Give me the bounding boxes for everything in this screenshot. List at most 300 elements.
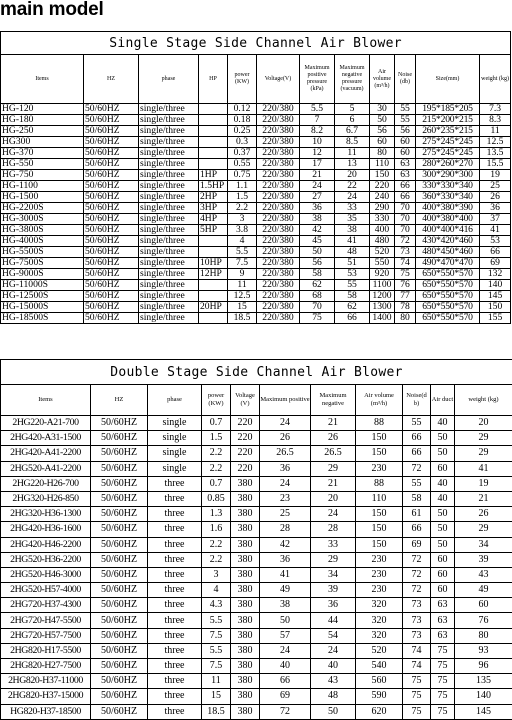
table-cell: 20 bbox=[335, 170, 370, 181]
table-cell: 13.5 bbox=[480, 148, 511, 159]
table-cell: 50/60HZ bbox=[91, 522, 148, 537]
table-cell: 50/60HZ bbox=[91, 674, 148, 689]
table-cell: 55 bbox=[395, 115, 416, 126]
table-cell: 1200 bbox=[370, 291, 395, 302]
table-cell: 560 bbox=[356, 674, 403, 689]
table-cell: 0.7 bbox=[202, 416, 231, 431]
table-cell: 2HG720-H37-4300 bbox=[1, 598, 91, 613]
table-cell: 36 bbox=[311, 598, 356, 613]
table-cell: 220/380 bbox=[257, 280, 300, 291]
table-cell: 56 bbox=[370, 126, 395, 137]
table-cell: 74 bbox=[395, 258, 416, 269]
table-cell: 76 bbox=[395, 280, 416, 291]
table-cell: HG-3000S bbox=[1, 214, 84, 225]
table-cell: 2HG520-H36-2200 bbox=[1, 552, 91, 567]
table-cell: 88 bbox=[356, 416, 403, 431]
table-cell: 96 bbox=[455, 659, 512, 674]
table-cell bbox=[199, 115, 228, 126]
table-row bbox=[1, 225, 511, 236]
table-cell: 50/60HZ bbox=[91, 643, 148, 658]
table-cell: 75 bbox=[431, 689, 455, 704]
table-cell: 7.5 bbox=[228, 258, 257, 269]
table-cell: 29 bbox=[311, 552, 356, 567]
table-cell: 2.2 bbox=[202, 446, 231, 461]
table-cell: 48 bbox=[335, 247, 370, 258]
table-cell: 36 bbox=[260, 552, 311, 567]
table-cell: 220/380 bbox=[257, 192, 300, 203]
table-row bbox=[1, 159, 511, 170]
table-row bbox=[1, 659, 512, 674]
table-cell: 50/60HZ bbox=[84, 258, 139, 269]
table-cell: single/three bbox=[139, 247, 199, 258]
table-cell: single/three bbox=[139, 269, 199, 280]
table-cell: single bbox=[148, 431, 202, 446]
table-row bbox=[1, 203, 511, 214]
table-cell: 50/60HZ bbox=[84, 247, 139, 258]
table-cell: 380 bbox=[231, 507, 260, 522]
table-cell: 36 bbox=[300, 203, 335, 214]
table-cell: 39 bbox=[311, 583, 356, 598]
table-cell: 50/60HZ bbox=[91, 507, 148, 522]
table-cell: 72 bbox=[395, 236, 416, 247]
table-cell: 5.5 bbox=[202, 613, 231, 628]
table-cell: 55 bbox=[403, 416, 431, 431]
table-cell: 21 bbox=[300, 170, 335, 181]
table-cell: 2HP bbox=[199, 192, 228, 203]
table-cell: 50/60HZ bbox=[91, 476, 148, 491]
table-cell: 5.5 bbox=[300, 104, 335, 115]
table-cell: 50/60HZ bbox=[84, 159, 139, 170]
table-row bbox=[1, 689, 512, 704]
table-cell: 2HG320-H26-850 bbox=[1, 491, 91, 506]
table-cell: 590 bbox=[356, 689, 403, 704]
table-cell: 0.7 bbox=[202, 476, 231, 491]
table-cell: 145 bbox=[455, 704, 512, 719]
table-cell: 15.5 bbox=[480, 159, 511, 170]
table-cell: 72 bbox=[403, 552, 431, 567]
column-header: HZ bbox=[91, 385, 148, 416]
table-cell: 60 bbox=[431, 461, 455, 476]
table-cell: 37 bbox=[480, 214, 511, 225]
table-cell: 41 bbox=[455, 461, 512, 476]
table-cell: 650*550*570 bbox=[416, 302, 480, 313]
table-cell: 38 bbox=[335, 225, 370, 236]
table-cell: single/three bbox=[139, 302, 199, 313]
table-cell: 33 bbox=[335, 203, 370, 214]
table-cell: 63 bbox=[431, 628, 455, 643]
table-cell: HG-4000S bbox=[1, 236, 84, 247]
table-cell: 29 bbox=[455, 522, 512, 537]
table-cell: three bbox=[148, 507, 202, 522]
table-cell: 380 bbox=[231, 476, 260, 491]
table-cell: 50/60HZ bbox=[91, 689, 148, 704]
table-cell: three bbox=[148, 613, 202, 628]
table-cell: three bbox=[148, 659, 202, 674]
column-header: Air duct bbox=[431, 385, 455, 416]
table-cell: 60 bbox=[395, 137, 416, 148]
table-cell: 66 bbox=[403, 446, 431, 461]
table-cell: HG-3800S bbox=[1, 225, 84, 236]
table-cell: single/three bbox=[139, 313, 199, 324]
table-cell: 50 bbox=[431, 507, 455, 522]
single-stage-table bbox=[0, 31, 511, 324]
table-cell: HG-1500 bbox=[1, 192, 84, 203]
table-cell: 70 bbox=[395, 214, 416, 225]
table-cell: single/three bbox=[139, 214, 199, 225]
table-cell: HG-1100 bbox=[1, 181, 84, 192]
table-cell: 50/60HZ bbox=[84, 291, 139, 302]
table-cell: 275*245*245 bbox=[416, 137, 480, 148]
table-cell: 650*550*570 bbox=[416, 291, 480, 302]
table-cell: 50/60HZ bbox=[84, 104, 139, 115]
table-row bbox=[1, 598, 512, 613]
table-row bbox=[1, 674, 512, 689]
table-cell: 24 bbox=[260, 416, 311, 431]
table-cell: 33 bbox=[311, 537, 356, 552]
table-cell: 150 bbox=[356, 537, 403, 552]
table-cell: 28 bbox=[311, 522, 356, 537]
table-cell: 490*470*470 bbox=[416, 258, 480, 269]
table-cell: 7 bbox=[300, 115, 335, 126]
table-cell: 8.2 bbox=[300, 126, 335, 137]
table-cell: 380 bbox=[231, 659, 260, 674]
table-cell: 260*235*215 bbox=[416, 126, 480, 137]
table-cell: 19 bbox=[480, 170, 511, 181]
table-cell: 5 bbox=[335, 104, 370, 115]
table-cell: 4.3 bbox=[202, 598, 231, 613]
table-row bbox=[1, 236, 511, 247]
table-row bbox=[1, 148, 511, 159]
table-cell: 55 bbox=[395, 104, 416, 115]
table-cell: 66 bbox=[403, 431, 431, 446]
column-header: Items bbox=[1, 55, 84, 104]
table-cell: 220 bbox=[231, 461, 260, 476]
table-cell: single/three bbox=[139, 291, 199, 302]
double-stage-table bbox=[0, 359, 512, 720]
table-cell: 75 bbox=[431, 704, 455, 719]
table-cell: HG820-H37-18500 bbox=[1, 704, 91, 719]
table-cell: single/three bbox=[139, 159, 199, 170]
column-header: Maximum positive pressure (kPa) bbox=[300, 55, 335, 104]
table-cell: 30 bbox=[370, 104, 395, 115]
table-cell: 380 bbox=[231, 552, 260, 567]
table-cell: 42 bbox=[300, 225, 335, 236]
table-cell: 93 bbox=[455, 643, 512, 658]
table-cell: 29 bbox=[455, 431, 512, 446]
table-cell: 50 bbox=[431, 431, 455, 446]
table-cell: 69 bbox=[480, 258, 511, 269]
table-cell: 11 bbox=[228, 280, 257, 291]
table-cell: 80 bbox=[395, 313, 416, 324]
table-cell: 61 bbox=[403, 507, 431, 522]
table-cell bbox=[199, 313, 228, 324]
table-cell: 4HP bbox=[199, 214, 228, 225]
table-cell: 25 bbox=[480, 181, 511, 192]
table-cell: 26.5 bbox=[260, 446, 311, 461]
table-cell: 50/60HZ bbox=[84, 126, 139, 137]
table-cell: HG-7500S bbox=[1, 258, 84, 269]
table-cell: 66 bbox=[480, 247, 511, 258]
table-cell: 70 bbox=[395, 203, 416, 214]
table-cell: 26 bbox=[455, 507, 512, 522]
table-cell: three bbox=[148, 704, 202, 719]
table-cell: 49 bbox=[455, 583, 512, 598]
table-cell: 380 bbox=[231, 537, 260, 552]
table-cell bbox=[199, 280, 228, 291]
table-row bbox=[1, 115, 511, 126]
table-cell: 50/60HZ bbox=[91, 598, 148, 613]
table-cell: 60 bbox=[395, 148, 416, 159]
table-cell: 220/380 bbox=[257, 126, 300, 137]
column-header: Size(mm) bbox=[416, 55, 480, 104]
table-cell: 57 bbox=[260, 628, 311, 643]
table-cell: 70 bbox=[395, 225, 416, 236]
column-header: Maximum negative pressure (vacuum) bbox=[335, 55, 370, 104]
table-cell: 44 bbox=[311, 613, 356, 628]
table-cell: single/three bbox=[139, 192, 199, 203]
column-header: power (KW) bbox=[228, 55, 257, 104]
table-cell: 3.8 bbox=[228, 225, 257, 236]
table-row bbox=[1, 567, 512, 582]
table-cell: 68 bbox=[300, 291, 335, 302]
table-cell: single/three bbox=[139, 203, 199, 214]
table-cell: 75 bbox=[403, 674, 431, 689]
table-cell: 4 bbox=[202, 583, 231, 598]
table-cell: 2HG520-H46-3000 bbox=[1, 567, 91, 582]
table-cell: 35 bbox=[335, 214, 370, 225]
table-cell: 132 bbox=[480, 269, 511, 280]
table-cell: 2HG220-A21-700 bbox=[1, 416, 91, 431]
table-row bbox=[1, 126, 511, 137]
table-cell: three bbox=[148, 598, 202, 613]
table-cell: 330 bbox=[370, 214, 395, 225]
table-cell: 12.5 bbox=[228, 291, 257, 302]
table-row bbox=[1, 537, 512, 552]
table-cell: 550 bbox=[370, 258, 395, 269]
table-cell: 0.3 bbox=[228, 137, 257, 148]
table-cell: 77 bbox=[395, 291, 416, 302]
table-cell: 220 bbox=[370, 181, 395, 192]
table-cell: 0.18 bbox=[228, 115, 257, 126]
table-cell: 50/60HZ bbox=[84, 214, 139, 225]
table-cell bbox=[199, 291, 228, 302]
table-cell: 380 bbox=[231, 583, 260, 598]
table-cell: 12.5 bbox=[480, 137, 511, 148]
table-cell: 9 bbox=[228, 269, 257, 280]
table-cell: 60 bbox=[455, 598, 512, 613]
table-cell: 50/60HZ bbox=[91, 704, 148, 719]
table-cell: 0.25 bbox=[228, 126, 257, 137]
table-cell: 41 bbox=[335, 236, 370, 247]
table-cell: 220/380 bbox=[257, 247, 300, 258]
table-cell: 50/60HZ bbox=[91, 583, 148, 598]
table-cell: 520 bbox=[370, 247, 395, 258]
table-cell: 50/60HZ bbox=[91, 628, 148, 643]
table-cell: 36 bbox=[260, 461, 311, 476]
table-cell: 40 bbox=[311, 659, 356, 674]
table-cell: 920 bbox=[370, 269, 395, 280]
table-cell: 63 bbox=[431, 613, 455, 628]
table-cell: HG-18500S bbox=[1, 313, 84, 324]
table-row bbox=[1, 416, 512, 431]
table-cell: 360*330*340 bbox=[416, 192, 480, 203]
table-cell: three bbox=[148, 643, 202, 658]
table-cell: 36 bbox=[480, 203, 511, 214]
table-cell: 43 bbox=[311, 674, 356, 689]
table-cell: 45 bbox=[300, 236, 335, 247]
table-cell: 12 bbox=[300, 148, 335, 159]
table-cell bbox=[199, 137, 228, 148]
table-cell: 320 bbox=[356, 598, 403, 613]
table-row bbox=[1, 313, 511, 324]
table-cell: 80 bbox=[455, 628, 512, 643]
table-cell: 28 bbox=[260, 522, 311, 537]
table-row bbox=[1, 552, 512, 567]
table-cell: single bbox=[148, 416, 202, 431]
column-header: Maximum negative bbox=[311, 385, 356, 416]
table-cell: 66 bbox=[395, 192, 416, 203]
table-cell: 220/380 bbox=[257, 203, 300, 214]
table-cell: 2.2 bbox=[202, 537, 231, 552]
table-cell: 23 bbox=[260, 491, 311, 506]
table-cell: 230 bbox=[356, 567, 403, 582]
table-cell: 2HG420-H36-1600 bbox=[1, 522, 91, 537]
table-row bbox=[1, 280, 511, 291]
table-cell: three bbox=[148, 476, 202, 491]
table-cell: 20HP bbox=[199, 302, 228, 313]
table-cell: 1.5 bbox=[228, 192, 257, 203]
table-cell: 220/380 bbox=[257, 159, 300, 170]
page-title: main model bbox=[0, 0, 104, 20]
table-row bbox=[1, 269, 511, 280]
table-cell: 150 bbox=[356, 446, 403, 461]
table-row bbox=[1, 522, 512, 537]
table-cell: 69 bbox=[403, 537, 431, 552]
table-cell: single bbox=[148, 446, 202, 461]
table-cell: 50 bbox=[311, 704, 356, 719]
table-cell: 1100 bbox=[370, 280, 395, 291]
table-cell: 73 bbox=[395, 247, 416, 258]
table-cell: 50/60HZ bbox=[84, 280, 139, 291]
table-cell: 40 bbox=[260, 659, 311, 674]
table-cell: 380 bbox=[231, 491, 260, 506]
table-cell: HG300 bbox=[1, 137, 84, 148]
table-cell: 50/60HZ bbox=[91, 537, 148, 552]
table-cell: single/three bbox=[139, 126, 199, 137]
table-cell: 17 bbox=[300, 159, 335, 170]
column-header: Maximum positive bbox=[260, 385, 311, 416]
table-cell: 19 bbox=[455, 476, 512, 491]
table-cell: 11 bbox=[335, 148, 370, 159]
table-cell: 75 bbox=[395, 269, 416, 280]
table-cell: 21 bbox=[455, 491, 512, 506]
table-cell: 110 bbox=[356, 491, 403, 506]
table-cell: 8.3 bbox=[480, 115, 511, 126]
table-cell: single/three bbox=[139, 104, 199, 115]
table-cell: 40 bbox=[431, 476, 455, 491]
table-cell: 520 bbox=[356, 643, 403, 658]
table-cell: 24 bbox=[300, 181, 335, 192]
table-cell: 50/60HZ bbox=[84, 148, 139, 159]
table-cell: 55 bbox=[335, 280, 370, 291]
table-cell: 1300 bbox=[370, 302, 395, 313]
table-cell: 75 bbox=[431, 659, 455, 674]
table-cell: 50 bbox=[431, 522, 455, 537]
table-cell: 39 bbox=[455, 552, 512, 567]
table-cell: 60 bbox=[431, 567, 455, 582]
table-cell: 5HP bbox=[199, 225, 228, 236]
table-cell: 29 bbox=[455, 446, 512, 461]
table-cell: 110 bbox=[370, 159, 395, 170]
table-cell: 66 bbox=[395, 181, 416, 192]
table-cell: 0.37 bbox=[228, 148, 257, 159]
table-cell: 50/60HZ bbox=[91, 613, 148, 628]
table-cell: 50/60HZ bbox=[84, 192, 139, 203]
table-cell: three bbox=[148, 552, 202, 567]
column-header: Items bbox=[1, 385, 91, 416]
table-cell: 7.3 bbox=[480, 104, 511, 115]
table-row bbox=[1, 491, 512, 506]
table-cell: 10HP bbox=[199, 258, 228, 269]
table-cell: 63 bbox=[395, 170, 416, 181]
table-cell: 220/380 bbox=[257, 313, 300, 324]
table-cell: 73 bbox=[403, 613, 431, 628]
table-cell: 2HG420-A31-1500 bbox=[1, 431, 91, 446]
table-cell: single/three bbox=[139, 225, 199, 236]
table-cell: 0.75 bbox=[228, 170, 257, 181]
table-cell: 6 bbox=[335, 115, 370, 126]
table-cell: single/three bbox=[139, 115, 199, 126]
table-row bbox=[1, 258, 511, 269]
table-cell: 72 bbox=[260, 704, 311, 719]
table-cell: 220/380 bbox=[257, 148, 300, 159]
table-cell: 230 bbox=[356, 461, 403, 476]
table-cell: 480*450*460 bbox=[416, 247, 480, 258]
table-cell: 1400 bbox=[370, 313, 395, 324]
table-cell: 76 bbox=[455, 613, 512, 628]
table-cell: 34 bbox=[455, 537, 512, 552]
table-cell: 1.3 bbox=[202, 507, 231, 522]
table-cell: 11 bbox=[480, 126, 511, 137]
column-header: HP bbox=[199, 55, 228, 104]
table-cell: 150 bbox=[356, 431, 403, 446]
table-cell: 380 bbox=[231, 613, 260, 628]
table-cell: 2HG820-H37-15000 bbox=[1, 689, 91, 704]
table-row bbox=[1, 643, 512, 658]
column-header: Voltage (V) bbox=[231, 385, 260, 416]
table-cell: single/three bbox=[139, 236, 199, 247]
table-cell: 56 bbox=[300, 258, 335, 269]
table-cell: 150 bbox=[356, 522, 403, 537]
table-cell: 11 bbox=[202, 674, 231, 689]
table-cell: 50/60HZ bbox=[91, 552, 148, 567]
table-cell: 380 bbox=[231, 598, 260, 613]
table-cell: 2.2 bbox=[202, 552, 231, 567]
table-cell: 7.5 bbox=[202, 659, 231, 674]
table-cell: 400 bbox=[370, 225, 395, 236]
table-cell: HG-9000S bbox=[1, 269, 84, 280]
table-cell: 29 bbox=[311, 461, 356, 476]
table-cell: 1.5 bbox=[202, 431, 231, 446]
table-cell: 53 bbox=[480, 236, 511, 247]
table-cell: 18.5 bbox=[228, 313, 257, 324]
table-cell: 50/60HZ bbox=[91, 461, 148, 476]
table-cell bbox=[199, 148, 228, 159]
table-cell: 275*245*245 bbox=[416, 148, 480, 159]
table-cell: single/three bbox=[139, 148, 199, 159]
table-row bbox=[1, 192, 511, 203]
table-cell: 2.2 bbox=[202, 461, 231, 476]
